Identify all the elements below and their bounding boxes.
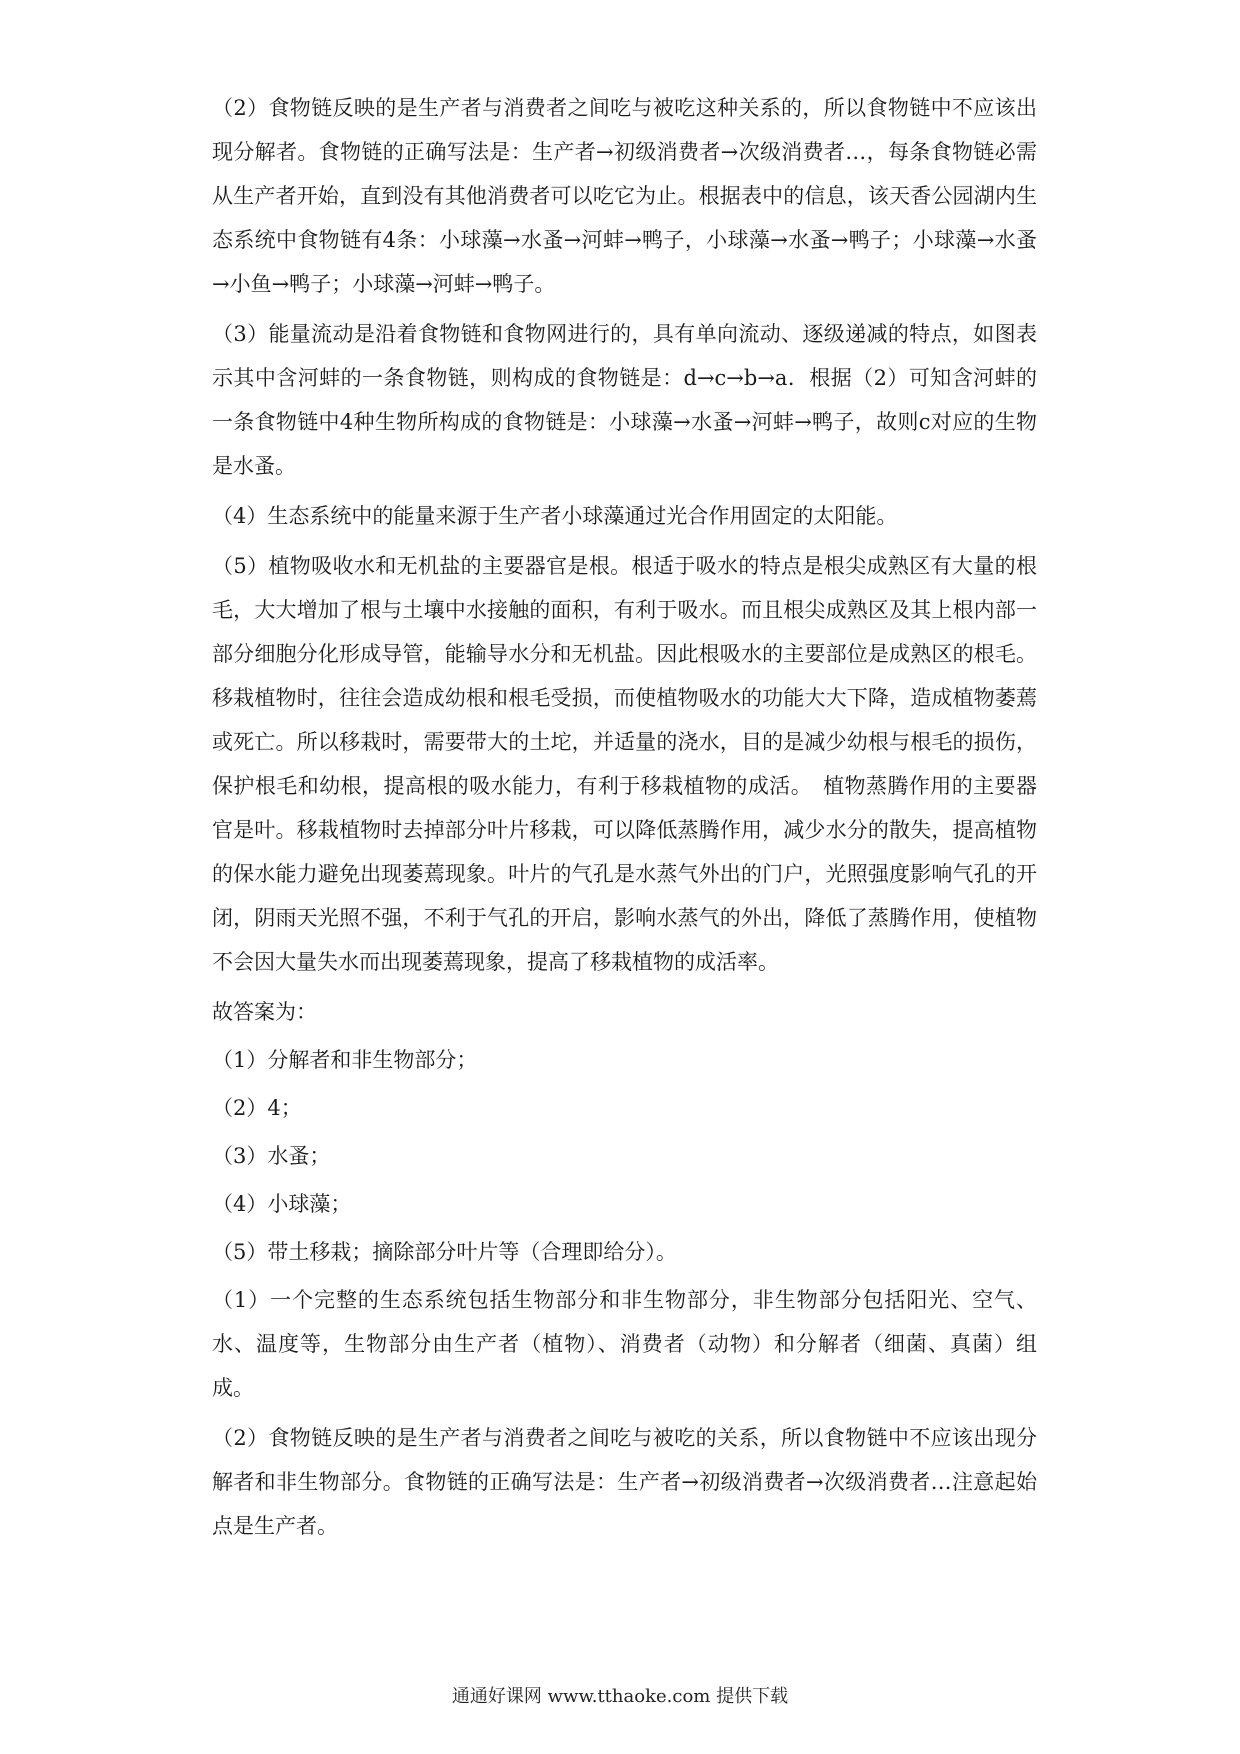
paragraph-energy-source: （4）生态系统中的能量来源于生产者小球藻通过光合作用固定的太阳能。: [212, 504, 898, 528]
answer-item: （5）带土移栽；摘除部分叶片等（合理即给分）。: [212, 1240, 677, 1264]
page-footer: 通通好课网 www.tthaoke.com 提供下载: [451, 1686, 789, 1707]
answer-item: （4）小球藻；: [212, 1192, 352, 1216]
paragraph-food-chain: （2）食物链反映的是生产者与消费者之间吃与被吃这种关系的，所以食物链中不应该出现分解者。食物链的正确写法是：生产者→初级消费者→次级消费者…，每条食物链必需从生产者开始，直到没有其他消费者可以吃它为止。根据表中的信息，该天香公园湖内生态系统中食物链有4条：小球藻→水蚤→河蚌→鸭子，小球藻→水蚤→鸭子；小球藻→水蚤→小鱼→鸭子；小球藻→河蚌→鸭子。: [212, 96, 1037, 296]
answer-item: （2）4；: [212, 1096, 302, 1120]
document-body: [212, 86, 1037, 1554]
analysis-paragraph: （2）食物链反映的是生产者与消费者之间吃与被吃的关系，所以食物链中不应该出现分解者和非生物部分。食物链的正确写法是：生产者→初级消费者→次级消费者…注意起始点是生产者。: [212, 1426, 1037, 1538]
analysis-paragraph: （1）一个完整的生态系统包括生物部分和非生物部分，非生物部分包括阳光、空气、水、温度等，生物部分由生产者（植物）、消费者（动物）和分解者（细菌、真菌）组成。: [212, 1288, 1037, 1400]
answer-item: （1）分解者和非生物部分；: [212, 1048, 478, 1072]
answer-item: （3）水蚤；: [212, 1144, 331, 1168]
paragraph-transplant: （5）植物吸收水和无机盐的主要器官是根。根适于吸水的特点是根尖成熟区有大量的根毛，大大增加了根与土壤中水接触的面积，有利于吸水。而且根尖成熟区及其上根内部一部分细胞分化形成导管，能输导水分和无机盐。因此根吸水的主要部位是成熟区的根毛。移栽植物时，往往会造成幼根和根毛受损，而使植物吸水的功能大大下降，造成植物萎蔫或死亡。所以移栽时，需要带大的土坨，并适量的浇水，目的是减少幼根与根毛的损伤，保护根毛和幼根，提高根的吸水能力，有利于移栽植物的成活。 植物蒸腾作用的主要器官是叶。移栽植物时去掉部分叶片移栽，可以降低蒸腾作用，减少水分的散失，提高植物的保水能力避免出现萎蔫现象。叶片的气孔是水蒸气外出的门户，光照强度影响气孔的开闭，阴雨天光照不强，不利于气孔的开启，影响水蒸气的外出，降低了蒸腾作用，使植物不会因大量失水而出现萎蔫现象，提高了移栽植物的成活率。: [212, 554, 1037, 974]
answer-heading: 故答案为：: [212, 1000, 317, 1024]
paragraph-energy-flow: （3）能量流动是沿着食物链和食物网进行的，具有单向流动、逐级递减的特点，如图表示其中含河蚌的一条食物链，则构成的食物链是：d→c→b→a．根据（2）可知含河蚌的一条食物链中4种生物所构成的食物链是：小球藻→水蚤→河蚌→鸭子，故则c对应的生物是水蚤。: [212, 322, 1037, 478]
